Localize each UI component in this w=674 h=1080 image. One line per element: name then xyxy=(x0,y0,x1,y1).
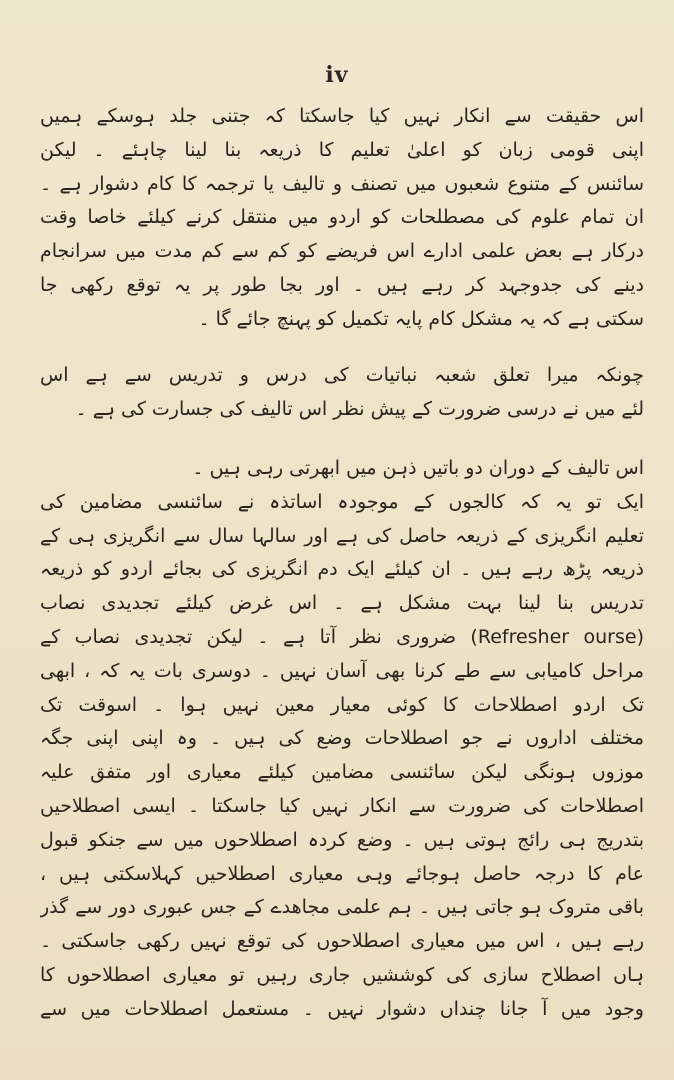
text-line: درکار ہے بعض علمی ادارے اس فریضے کو کم سے کم مدت میں سرانجام xyxy=(40,240,644,263)
text-line: موزوں ہونگی لیکن سائنسی مضامین کیلئے معیاری اور متفق علیہ xyxy=(40,761,644,784)
text-line: اس حقیقت سے انکار نہیں کیا جاسکتا کہ جتنی جلد ہوسکے ہمیں xyxy=(40,105,644,127)
text-line: باقی متروک ہو جاتی ہیں ۔ ہم علمی مجاهدے کے جس عبوری دور سے گذر xyxy=(40,896,644,919)
text-line: تک اردو اصطلاحات کا کوئی معیار معین نہیں ہوا ۔ اسوقت تک xyxy=(40,693,644,716)
text-line: اصطلاحات کی ضرورت سے انکار نہیں کیا جاسکتا ۔ ایسی اصطلاحیں xyxy=(40,794,644,817)
text-line: چونکہ میرا تعلق شعبہ نباتیات کی درس و تدریس سے ہے اس xyxy=(40,364,644,386)
text-line: مختلف اداروں نے جو اصطلاحات وضع کی ہیں ۔ وہ اپنی اپنی جگہ xyxy=(40,727,644,750)
text-line: (Refresher ourse) ضروری نظر آتا ہے ۔ لیکن تجدیدی نصاب کے xyxy=(40,625,644,648)
text-line: سکتی ہے کہ یہ مشکل کام پایہ تکمیل کو پہنچ جائے گا ۔ xyxy=(198,307,644,330)
text-line: وجود میں آ جانا چنداں دشوار نہیں ۔ مستعمل اصطلاحات میں سے xyxy=(40,997,644,1020)
text-line: اپنی قومی زبان کو اعلیٰ تعلیم کا ذریعہ بنا لینا چاہئے ۔ لیکن xyxy=(40,138,644,161)
text-line: ایک تو یہ کہ کالجوں کے موجودہ اساتذہ نے سائنسی مضامین کی xyxy=(40,490,644,513)
text-line: ان تمام علوم کی مصطلحات کو اردو میں منتقل کرنے کیلئے خاصا وقت xyxy=(40,206,644,229)
text-line: رہے ہیں ، اس میں معیاری اصطلاحوں کی توقع نہیں رکھی جاسکتی ۔ xyxy=(40,930,644,953)
text-line: سائنس کے متنوع شعبوں میں تصنف و تالیف یا ترجمہ کا کام دشوار ہے ۔ xyxy=(40,172,644,195)
text-line: بتدریج ہی رائج ہوتی ہیں ۔ وضع کردہ اصطلاحوں میں سے جنکو قبول xyxy=(40,828,644,851)
text-line: تدریس بنا لینا بہت مشکل ہے ۔ اس غرض کیلئے تجدیدی نصاب xyxy=(40,592,644,615)
text-line: ذریعہ پڑھ رہے ہیں ۔ ان کیلئے ایک دم انگریزی کی بجائے اردو کو ذریعہ xyxy=(40,558,644,581)
text-line: اس تالیف کے دوران دو باتیں ذہن میں ابھرتی رہی ہیں ۔ xyxy=(192,457,644,479)
text-line: مراحل کامیابی سے طے کرنا بھی آسان نہیں ۔ دوسری بات یہ کہ ، ابھی xyxy=(40,659,644,682)
text-line: تعلیم انگریزی کے ذریعہ حاصل کی ہے اور سالہا سال سے انگریزی ہی کے xyxy=(40,524,644,547)
page-number: iv xyxy=(325,62,349,88)
paragraph-1 xyxy=(40,100,644,337)
text-line: ہاں اصطلاح سازی کی کوششیں جاری رہیں تو معیاری اصطلاحوں کا xyxy=(40,963,644,986)
paragraph-2 xyxy=(40,359,644,427)
text-line: دینے کی جدوجہد کر رہے ہیں ۔ اور بجا طور پر یہ توقع رکھی جا xyxy=(40,273,644,296)
paragraph-3 xyxy=(40,452,644,1027)
text-line: لئے میں نے درسی ضرورت کے پیش نظر اس تالیف کی جسارت کی ہے ۔ xyxy=(75,397,644,420)
text-line: عام کا درجہ حاصل ہوجائے وہی معیاری اصطلاحیں کہلاسکتی ہیں ، xyxy=(40,862,644,885)
